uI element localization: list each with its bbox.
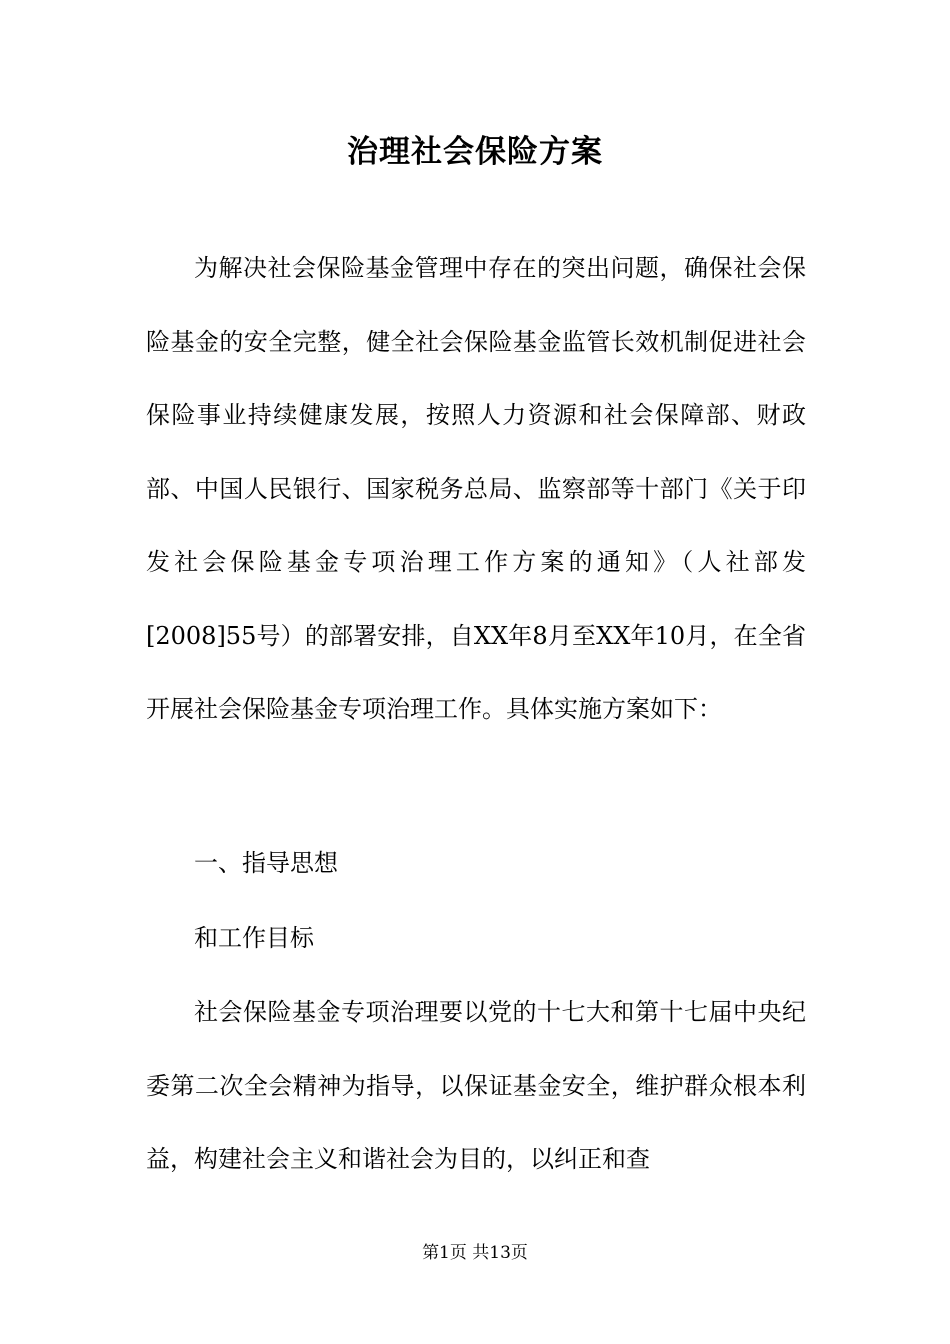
document-title: 治理社会保险方案 — [347, 134, 603, 170]
section-paragraph: 社会保险基金专项治理要以党的十七大和第十七届中央纪委第二次全会精神为指导，以保证基金安全，维护群众根本利益，构建社会主义和谐社会为目的，以纠正和查 — [146, 998, 806, 1173]
intro-paragraph-block — [146, 232, 806, 747]
section-paragraph-block — [146, 976, 806, 1197]
section-heading-line1: 一、指导思想 — [194, 849, 338, 877]
page-footer: 第1页 共13页 — [422, 1243, 528, 1263]
intro-paragraph: 为解决社会保险基金管理中存在的突出问题，确保社会保险基金的安全完整，健全社会保险基金监管长效机制促进社会保险事业持续健康发展，按照人力资源和社会保障部、财政部、中国人民银行、国家税务总局、监察部等十部门《关于印发社会保险基金专项治理工作方案的通知》（人社部发[2008]55号）的部署安排，自XX年8月至XX年10月，在全省开展社会保险基金专项治理工作。具体实施方案如下： — [146, 254, 806, 723]
section-heading-line2: 和工作目标 — [194, 924, 314, 952]
